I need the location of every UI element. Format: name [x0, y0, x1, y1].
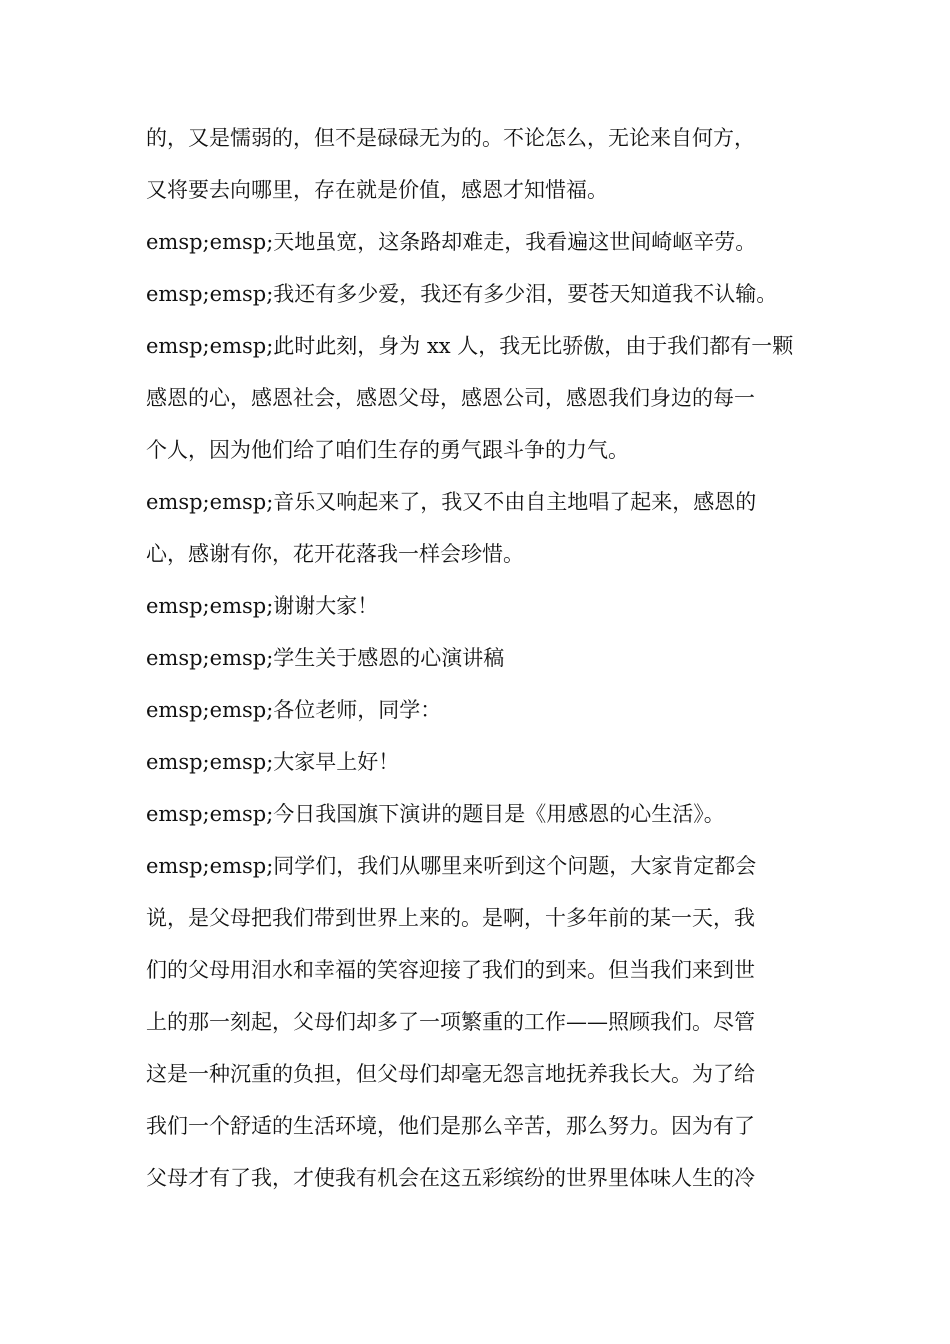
text-line: 们的父母用泪水和幸福的笑容迎接了我们的到来。但当我们来到世 [146, 958, 755, 982]
text-line: 个人，因为他们给了咱们生存的勇气跟斗争的力气。 [146, 438, 629, 462]
text-line: emsp;emsp;我还有多少爱，我还有多少泪，要苍天知道我不认输。 [146, 282, 778, 306]
text-line: emsp;emsp;音乐又响起来了，我又不由自主地唱了起来，感恩的 [146, 490, 757, 514]
text-line: 的，又是懦弱的，但不是碌碌无为的。不论怎么，无论来自何方， [146, 126, 755, 150]
text-line: 又将要去向哪里，存在就是价值，感恩才知惜福。 [146, 178, 608, 202]
text-line: 父母才有了我，才使我有机会在这五彩缤纷的世界里体味人生的冷 [146, 1166, 755, 1190]
text-line: emsp;emsp;谢谢大家！ [146, 594, 379, 618]
text-line: emsp;emsp;天地虽宽，这条路却难走，我看遍这世间崎岖辛劳。 [146, 230, 757, 254]
speech-text-body [146, 112, 806, 1204]
text-line: 上的那一刻起，父母们却多了一项繁重的工作——照顾我们。尽管 [146, 1010, 755, 1034]
text-line: emsp;emsp;各位老师，同学： [146, 698, 442, 722]
text-line: 感恩的心，感恩社会，感恩父母，感恩公司，感恩我们身边的每一 [146, 386, 755, 410]
text-line: 说，是父母把我们带到世界上来的。是啊，十多年前的某一天，我 [146, 906, 755, 930]
text-line: emsp;emsp;大家早上好！ [146, 750, 400, 774]
text-line: 心，感谢有你，花开花落我一样会珍惜。 [146, 542, 524, 566]
text-line: emsp;emsp;学生关于感恩的心演讲稿 [146, 646, 505, 670]
text-line: emsp;emsp;此时此刻，身为 xx 人，我无比骄傲，由于我们都有一颗 [146, 334, 794, 358]
text-line: emsp;emsp;同学们，我们从哪里来听到这个问题，大家肯定都会 [146, 854, 757, 878]
text-line: emsp;emsp;今日我国旗下演讲的题目是《用感恩的心生活》。 [146, 802, 725, 826]
text-line: 我们一个舒适的生活环境，他们是那么辛苦，那么努力。因为有了 [146, 1114, 755, 1138]
text-line: 这是一种沉重的负担，但父母们却毫无怨言地抚养我长大。为了给 [146, 1062, 755, 1086]
